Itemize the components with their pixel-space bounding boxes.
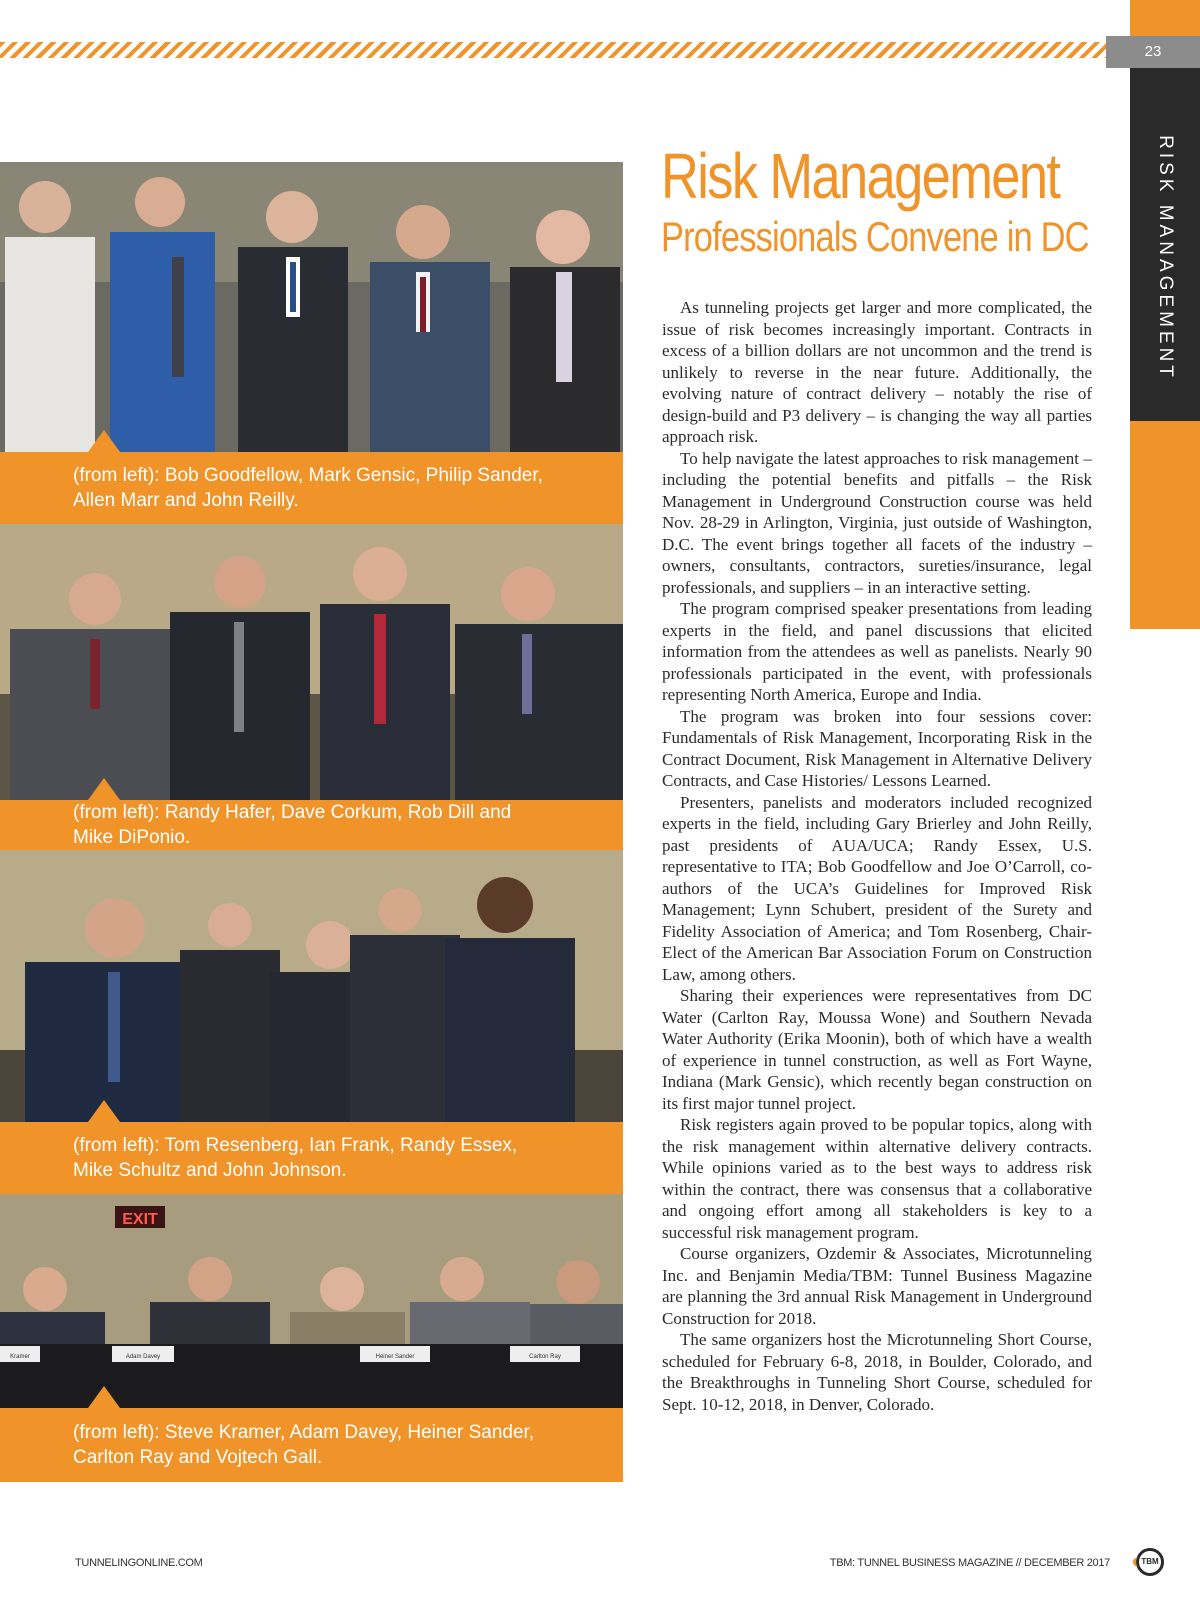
name-card: Carlton Ray [529, 1354, 561, 1360]
photo-caption-2 [0, 800, 623, 850]
name-card: Heiner Sander [375, 1354, 415, 1360]
header-stripe [0, 42, 1106, 58]
photo-caption-3 [0, 1122, 623, 1194]
side-tab-accent-lower [1130, 421, 1200, 629]
caption-text: (from left): Randy Hafer, Dave Corkum, Rob Dill and Mike DiPonio. [73, 802, 512, 848]
caption-text: (from left): Bob Goodfellow, Mark Gensic, Philip Sander, Allen Marr and John Reilly. [73, 465, 543, 511]
footer-website: TUNNELINGONLINE.COM [75, 1557, 203, 1569]
name-card: Kramer [10, 1354, 30, 1360]
photo-group-4 [0, 1194, 623, 1408]
article-paragraph: Course organizers, Ozdemir & Associates, Microtunneling Inc. and Benjamin Media/TBM: Tunnel Business Magazine are planning the 3rd annual Risk Management in Underground Construction for 2018. [662, 1244, 1092, 1328]
article-title [661, 140, 1111, 262]
page-number: 23 [1106, 36, 1200, 68]
article-paragraph: Risk registers again proved to be popular topics, along with the risk management within alternative delivery contracts. While opinions varied as to the best ways to address risk within the contract, there was consensus that a collaborative and ongoing effort among all stakeholders is key to a successful risk management program. [662, 1115, 1092, 1242]
name-card: Adam Davey [125, 1354, 161, 1360]
title-main: Risk Management [661, 140, 1060, 212]
article-paragraph: The same organizers host the Microtunneling Short Course, scheduled for February 6-8, 2018, in Boulder, Colorado, and the Breakthroughs in Tunneling Short Course, scheduled for Sept. 10-12, 2018, in Denver, Colorado. [662, 1330, 1092, 1414]
caption-text: (from left): Tom Resenberg, Ian Frank, Randy Essex, Mike Schultz and John Johnson. [73, 1135, 518, 1181]
footer-publication: TBM: TUNNEL BUSINESS MAGAZINE // DECEMBER 2017 [829, 1557, 1110, 1569]
caption-pointer [88, 430, 120, 452]
caption-pointer [88, 1100, 120, 1122]
photo-group-2 [0, 524, 623, 800]
caption-text: (from left): Steve Kramer, Adam Davey, Heiner Sander, Carlton Ray and Vojtech Gall. [73, 1422, 535, 1468]
article-paragraph: The program was broken into four sessions cover: Fundamentals of Risk Management, Incorporating Risk in the Contract Document, Risk Management in Alternative Delivery Contracts, and Case Histories/ Lessons Learned. [662, 706, 1092, 790]
tbm-logo: TBM [1136, 1548, 1164, 1576]
article-body [662, 297, 1092, 1415]
article-paragraph: As tunneling projects get larger and more complicated, the issue of risk becomes increasingly important. Contracts in excess of a billion dollars are not uncommon and the trend is unlikely to reverse in the near future. Additionally, the evolving nature of contract delivery – notably the rise of design-build and P3 delivery – is changing the way all parties approach risk. [662, 298, 1092, 446]
article-paragraph: To help navigate the latest approaches to risk management – including the potential benefits and pitfalls – the Risk Management in Underground Construction course was held Nov. 28-29 in Arlington, Virginia, just outside of Washington, D.C. The event brings together all facets of the industry – owners, consultants, contractors, sureties/insurance, legal professionals, and suppliers – in an interactive setting. [662, 448, 1092, 597]
exit-sign: EXIT [122, 1211, 158, 1228]
section-label: RISK MANAGEMENT [1155, 135, 1176, 381]
article-paragraph: Presenters, panelists and moderators included recognized experts in the field, including Gary Brierley and John Reilly, past presidents of AUA/UCA; Randy Essex, U.S. representative to ITA; Bob Goodfellow and Joe O’Carroll, co-authors of the UCA’s Guidelines for Improved Risk Management; Lynn Schubert, president of the Surety and Fidelity Association of America; and Tom Rosenberg, Chair-Elect of the American Bar Association Forum on Construction Law, among others. [662, 792, 1092, 984]
photo-caption-1 [0, 452, 623, 524]
section-tab [1130, 68, 1200, 421]
caption-pointer [88, 778, 120, 800]
photo-group-1 [0, 162, 623, 452]
photo-caption-4 [0, 1408, 623, 1482]
title-sub: Professionals Convene in DC [661, 213, 1089, 260]
article-paragraph: The program comprised speaker presentations from leading experts in the field, and panel discussions that elicited information from the attendees as well as panelists. Nearly 90 professionals participated in the event, with professionals representing North America, Europe and India. [662, 599, 1092, 704]
side-tab-accent [1130, 0, 1200, 36]
photo-group-3 [0, 850, 623, 1122]
article-paragraph: Sharing their experiences were representatives from DC Water (Carlton Ray, Moussa Wone) and Southern Nevada Water Authority (Erika Moonin), both of which have a wealth of experience in tunnel construction, as well as Fort Wayne, Indiana (Mark Gensic), which recently began construction on its first major tunnel project. [662, 986, 1092, 1113]
caption-pointer [88, 1386, 120, 1408]
